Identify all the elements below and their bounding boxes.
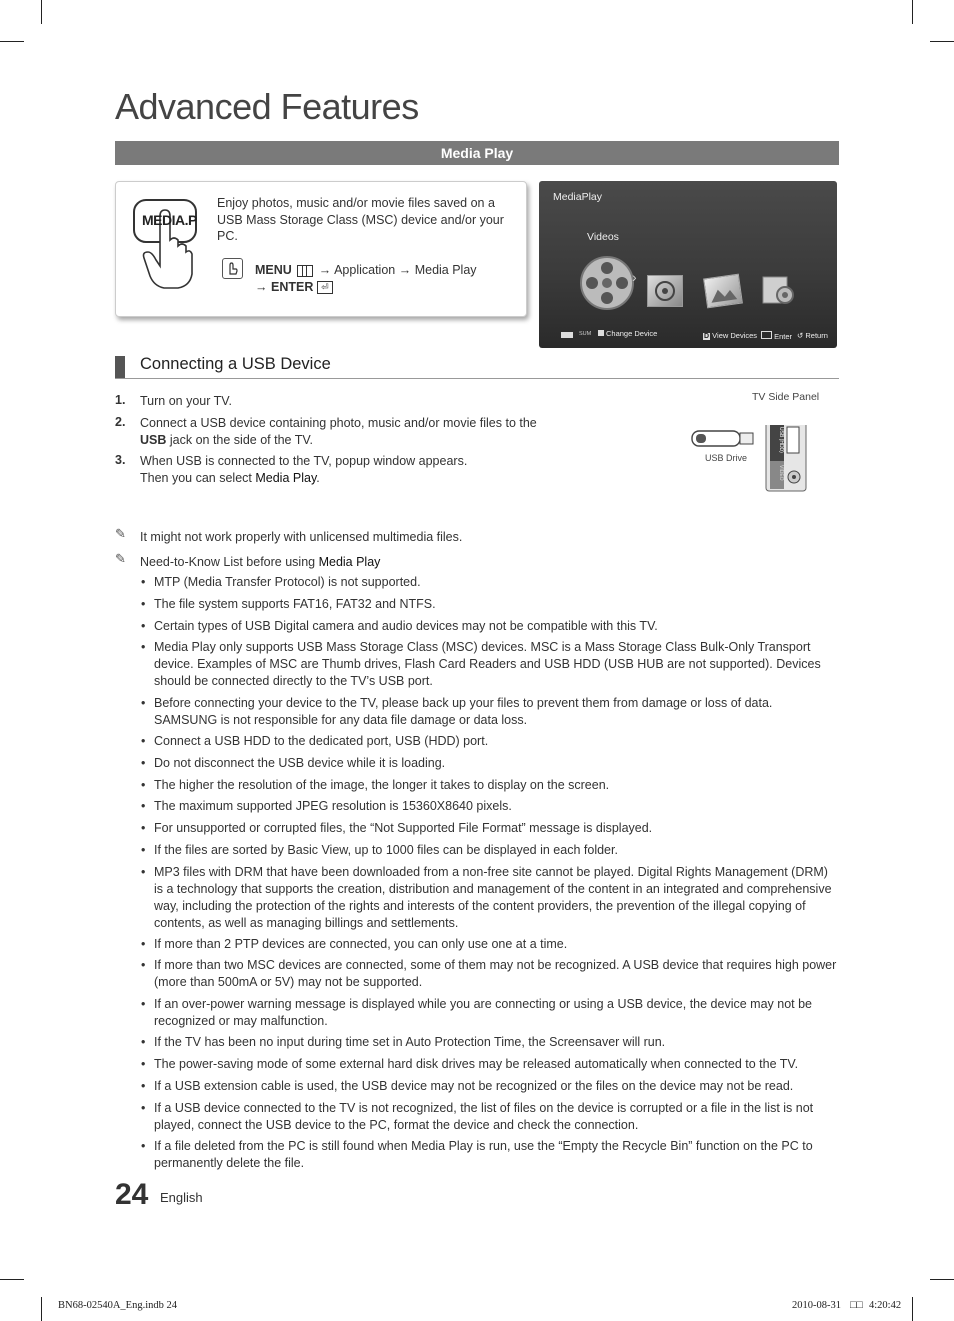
divider (115, 378, 839, 379)
crop-mark (912, 1297, 913, 1321)
section-header: Media Play (115, 141, 839, 165)
settings-icon (761, 275, 797, 307)
usb-drive-label: USB Drive (705, 453, 748, 463)
enter-icon: ⏎ (317, 281, 333, 294)
slug-file: BN68-02540A_Eng.indb 24 (58, 1300, 177, 1311)
step-text: Connect a USB device containing photo, music and/or movie files to the USB jack on the side of the TV. (140, 416, 537, 447)
menu-icon (222, 258, 243, 279)
tv-side-panel-label: TV Side Panel (752, 391, 820, 403)
media-p-button-illustration (130, 196, 200, 292)
page-language: English (160, 1190, 203, 1205)
slug-marks: □□ (850, 1300, 863, 1311)
page-title: Advanced Features (115, 86, 419, 127)
arrow: → (398, 263, 412, 277)
crop-mark (0, 41, 24, 42)
intro-description: Enjoy photos, music and/or movie files saved on a USB Mass Storage Class (MSC) device and/or your PC. (217, 196, 504, 243)
menu-grid-icon (297, 265, 313, 277)
crop-mark (930, 1279, 954, 1280)
step-number: 1. (115, 393, 126, 407)
crop-mark (930, 41, 954, 42)
crop-mark (41, 1297, 42, 1321)
view-devices-label: D View Devices (704, 331, 758, 340)
chevron-right-icon: › (632, 269, 637, 285)
note-text: Need-to-Know List before using Media Play (140, 555, 381, 569)
screen-title: MediaPlay (553, 191, 603, 203)
subsection-title: Connecting a USB Device (140, 355, 331, 373)
music-icon (647, 275, 683, 307)
menu-application: Application (334, 263, 396, 277)
step-number: 2. (115, 415, 126, 429)
note-icon: ✎ (115, 551, 126, 566)
a-key-icon (598, 330, 604, 336)
device-icon (561, 332, 573, 338)
enter-key-icon (761, 331, 772, 339)
slug-time: 4:20:42 (869, 1300, 902, 1311)
screen-tag: SUM (579, 331, 592, 337)
media-p-button-label: MEDIA.P (142, 212, 197, 228)
videos-icon (579, 255, 635, 311)
heading-marker (115, 356, 125, 378)
crop-mark (0, 1279, 24, 1280)
menu-path (255, 262, 515, 296)
d-key-icon: D (704, 333, 710, 340)
note-text: It might not work properly with unlicensed multimedia files. (140, 530, 463, 544)
step-text: When USB is connected to the TV, popup window appears. Then you can select Media Play. (140, 454, 468, 485)
menu-word: MENU (255, 263, 292, 277)
arrow: → (255, 280, 268, 294)
menu-media-play: Media Play (414, 263, 477, 277)
step-text: Turn on your TV. (140, 394, 232, 408)
usb-port-label: USB (HDD) (778, 427, 784, 453)
step-number: 3. (115, 453, 126, 467)
change-device-label: Change Device (598, 329, 657, 338)
enter-label: Enter (761, 331, 792, 341)
crop-mark (41, 0, 42, 24)
crop-mark (912, 0, 913, 24)
return-icon: ↺ (797, 331, 804, 340)
return-label: ↺ Return (797, 331, 828, 340)
page-number: 24 (115, 1178, 149, 1211)
arrow: → (318, 263, 332, 277)
photos-icon (703, 274, 743, 309)
enter-word: ENTER (270, 280, 314, 294)
media-play-screen (539, 181, 837, 348)
video-port-label: VIDEO (778, 465, 784, 481)
slug-date: 2010-08-31 (792, 1300, 841, 1311)
screen-selected-label: Videos (587, 231, 619, 243)
note-icon: ✎ (115, 526, 126, 541)
